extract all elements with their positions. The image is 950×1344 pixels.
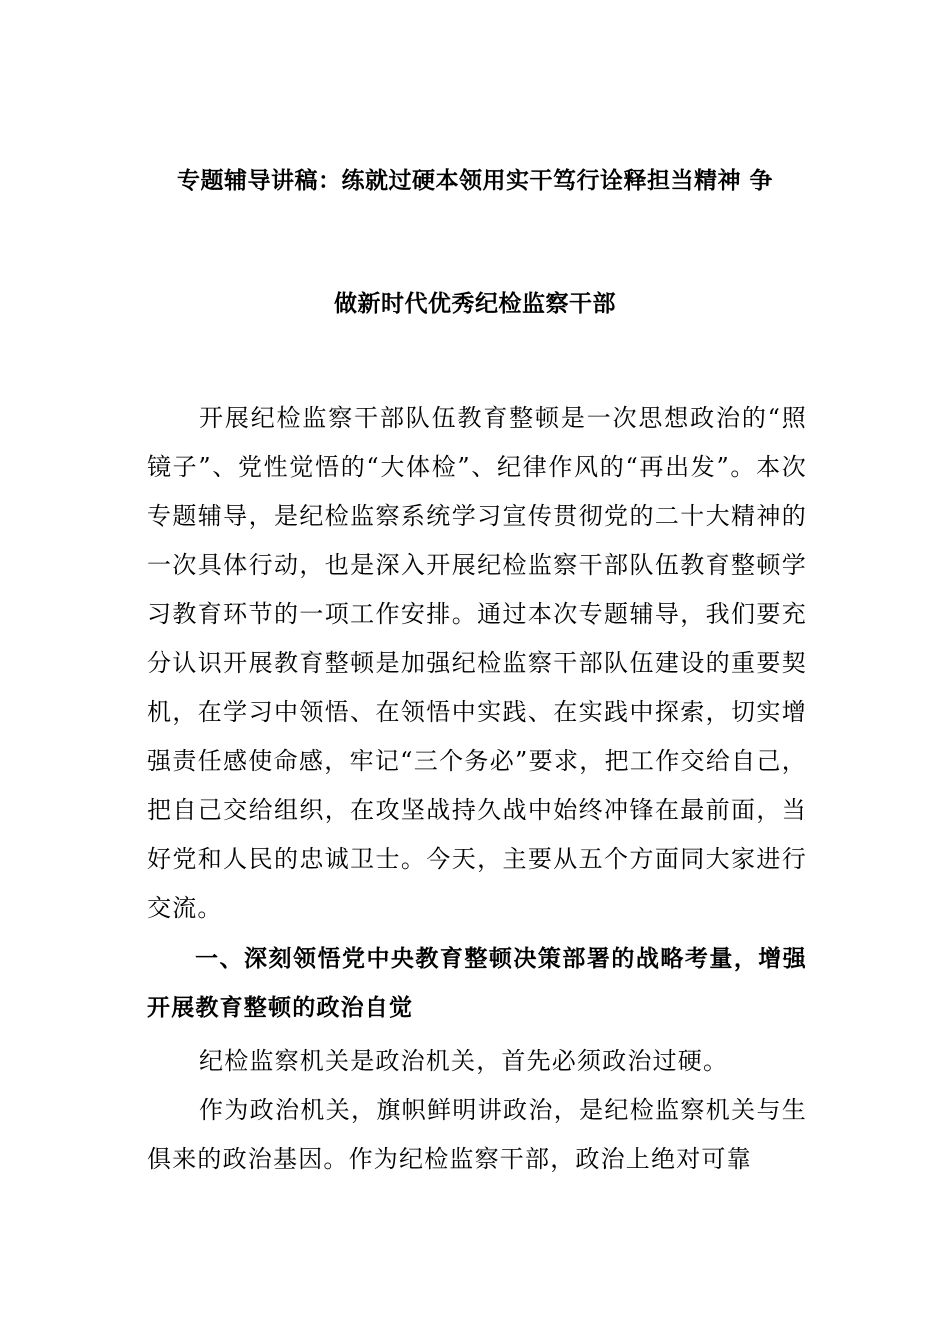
body-paragraph-2: 纪检监察机关是政治机关，首先必须政治过硬。 bbox=[199, 1047, 729, 1075]
document-title-line-1: 专题辅导讲稿：练就过硬本领用实干笃行诠释担当精神 争 bbox=[176, 168, 773, 194]
section-heading-1: 一、深刻领悟党中央教育整顿决策部署的战略考量，增强开展教育整顿的政治自觉 bbox=[147, 946, 807, 1021]
body-paragraph-3: 作为政治机关，旗帜鲜明讲政治，是纪检监察机关与生俱来的政治基因。作为纪检监察干部，政治上绝对可靠 bbox=[147, 1096, 807, 1173]
body-paragraph-intro: 开展纪检监察干部队伍教育整顿是一次思想政治的“照镜子”、党性觉悟的“大体检”、纪律作风的“再出发”。本次专题辅导，是纪检监察系统学习宣传贯彻党的二十大精神的一次具体行动，也是深入开展纪检监察干部队伍教育整顿学习教育环节的一项工作安排。通过本次专题辅导，我们要充分认识开展教育整顿是加强纪检监察干部队伍建设的重要契机，在学习中领悟、在领悟中实践、在实践中探索，切实增强责任感使命感，牢记“三个务必”要求，把工作交给自己，把自己交给组织，在攻坚战持久战中始终冲锋在最前面，当好党和人民的忠诚卫士。今天，主要从五个方面同大家进行交流。 bbox=[147, 404, 807, 922]
document-title-line-2: 做新时代优秀纪检监察干部 bbox=[334, 291, 616, 317]
